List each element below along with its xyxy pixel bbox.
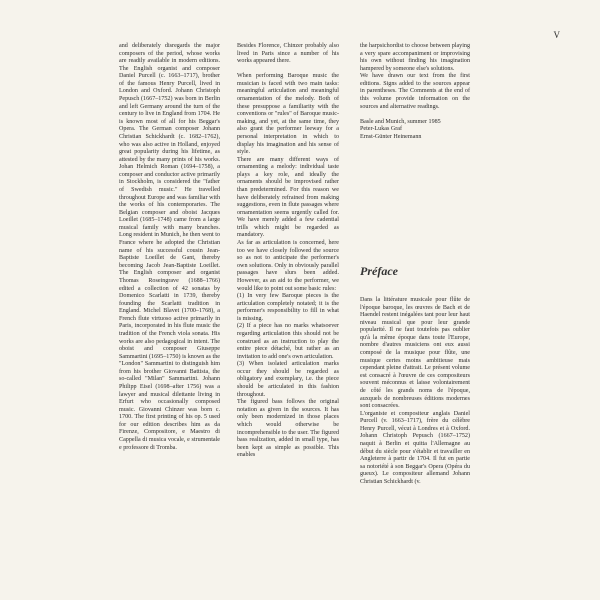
paragraph-harpsichord: the harpsichordist to choose between playing a very spare accompaniment or improvising his own without finding his imagination hampered by someone else's solutions. — [360, 43, 470, 72]
paragraph-figured-bass: The figured bass follows the original notation as given in the sources. It has only been modernized in those places which would otherwise be incomprehensible to the user. The figured bass realization, added in small type, has been kept as simple as possible. This enables — [237, 399, 339, 459]
paragraph-articulation: As far as articulation is concerned, here too we have closely followed the source so as not to anticipate the performer's own solutions. Only in obviously parallel passages have slurs been added. However, as an aid to the performer, we would like to point out some basic rules: — [237, 240, 339, 292]
column-right-bottom — [360, 297, 470, 486]
paragraph-french-composers: L'organiste et compositeur anglais Daniel Purcell (v. 1663–1717), frère du célèbre Henry Purcell, vécut à Londres et à Oxford. Johann Christoph Pepusch (1667–1752) naquit à Berlin et quitta l'Allemagne au début du siècle pour s'établir et travailler en Angleterre à partir de 1704. Il fut en partie sa notoriété à son Beggar's Opera (Opéra du gueux). Le compositeur allemand Johann Christian Schickhardt (v. — [360, 410, 470, 485]
signature-author-2: Ernst-Günter Heinemann — [360, 133, 422, 140]
rule-3: (3) When isolated articulation marks occur they should be regarded as obligatory and exemplary, i.e. the piece should be articulated in this fashion throughout. — [237, 361, 339, 398]
paragraph-performance: When performing Baroque music the musician is faced with two main tasks: meaningful articulation and meaningful ornamentation of the melody. Both of these presuppose a familiarity with the conventions or "rules" of Baroque music-making, and yet, at the same time, they also grant the performer leeway for a personal interpretation in which to display his imagination and his sense of style. — [237, 73, 339, 156]
rule-2: (2) If a piece has no marks whatsoever regarding articulation this should not be construed as an instruction to play the entire piece détaché, but rather as an invitation to add one's own articulation. — [237, 323, 339, 360]
column-left — [119, 43, 220, 452]
signature-author-1: Peter-Lukas Graf — [360, 126, 403, 133]
paragraph-sources: We have drawn our text from the first editions. Signs added to the sources appear in parentheses. The Comments at the end of this volume provide information on the sources and alternative readings. — [360, 73, 470, 110]
signature-place-date: Basle and Munich, summer 1985 — [360, 118, 441, 125]
section-heading-preface: Préface — [360, 264, 398, 278]
rule-1: (1) In very few Baroque pieces is the articulation completely notated; it is the performer's responsibility to fill in what is missing. — [237, 293, 339, 322]
page-number: V — [553, 30, 560, 40]
paragraph-ornaments: There are many different ways of ornamenting a melody: individual taste plays a key role, and ideally the ornaments should be improvised rather than predetermined. For this reason we have deliberately refrained from making suggestions, even in flute passages where ornamentation seems urgently called for. We have merely added a few cadential trills which might be regarded as mandatory. — [237, 156, 339, 239]
column-right-top — [360, 43, 470, 142]
column-middle — [237, 43, 339, 460]
paragraph-french-intro: Dans la littérature musicale pour flûte de l'époque baroque, les œuvres de Bach et de Haendel restent inégalées tant pour leur haut niveau musical que pour leur grande popularité. Il ne faut toutefois pas oublier qu'à la même époque dans toute l'Europe, nombre d'autres musiciens ont eux aussi composé de la musique pour flûte, une musique certes moins ambitieuse mais cependant pleine d'attrait. Le présent volume est consacré à l'œuvre de ces compositeurs souvent méconnus et laisse volontairement de côté les grands noms de l'époque, auxquels de nombreuses éditions modernes sont consacrées. — [360, 297, 470, 410]
paragraph-chinzer: Besides Florence, Chinzer probably also lived in Paris since a number of his works appeared there. — [237, 43, 339, 65]
paragraph-composers: and deliberately disregards the major composers of the period, whose works are readily available in modern editions. The English organist and composer Daniel Purcell (c. 1663–1717), brother of the famous Henry Purcell, lived in London and Oxford. Johann Christoph Pepusch (1667–1752) was born in Berlin and left Germany around the turn of the century to live in England from 1704. He is known most of all for his Beggar's Opera. The German composer Johann Christian Schickhardt (c. 1682–1762), who was also active in Holland, enjoyed great popularity during his lifetime, as attested by the many prints of his works. Johan Helmich Roman (1694–1758), a composer and conductor active primarily in Stockholm, is considered the "father of Swedish music." He travelled throughout Europe and was familiar with the works of his contemporaries. The Belgian composer and oboist Jacques Loeillet (1685–1748) came from a large musical family with many branches. Long resident in Munich, he then went to France where he adopted the Christian name of his successful cousin Jean-Baptiste Loeillet de Gant, thereby becoming Jacob Jean-Baptiste Loeillet. The English composer and organist Thomas Roseingrave (1688–1766) edited a collection of 42 sonatas by Domenico Scarlatti in 1739, thereby founding the Scarlatti tradition in England. Michel Blavet (1700–1768), a French flute virtuoso active primarily in Paris, incorporated in his flute music the tradition of the French viola sonata. His works are also pedagogical in intent. The oboist and composer Giuseppe Sammartini (1695–1750) is known as the "London" Sammartini to distinguish him from his brother Giovanni Battista, the so-called "Milan" Sammartini. Johann Philipp Eisel (1698–after 1756) was a lawyer and musical dilettante living in Erfurt who occasionally composed music. Giovanni Chinzer was born c. 1700. The first printing of his op. 5 used for our edition describes him as da Firenze, Compositore, e Maestro di Cappella di musica vocale, e strumentale e professore di Tromba. — [119, 43, 220, 451]
